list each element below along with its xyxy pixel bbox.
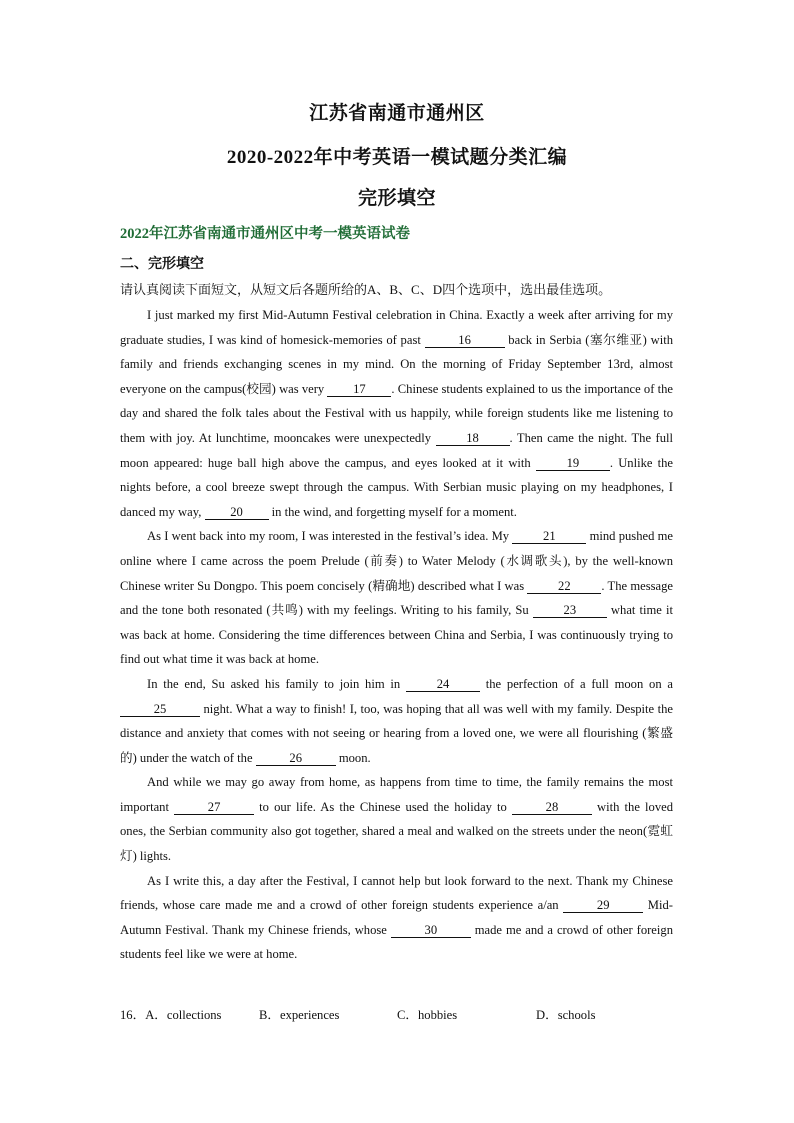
text-run: In the end, Su asked his family to join him in [147, 676, 406, 691]
text-run: to our life. As the Chinese used the holiday to [254, 799, 512, 814]
option-a[interactable]: 16．A．collections [120, 1008, 222, 1022]
text-run: back in Serbia (塞尔维亚) with family and friends exchanging scenes in my mind. On the morning of Friday September 13rd, almost everyone on the campus(校园) was very [120, 332, 673, 396]
part-heading: 二、完形填空 [120, 257, 204, 272]
text-run: moon. [335, 750, 371, 765]
text-run: And while we may go away from home, as happens from time to time, the family remains the most important [120, 775, 673, 814]
option-c[interactable]: C．hobbies [397, 1008, 458, 1022]
text-run: the perfection of a full moon on a [479, 676, 673, 691]
text-run: with the loved ones, the Serbian community also got together, shared a meal and walked on the streets under the neon(霓虹灯) lights. [120, 799, 673, 864]
blank-16: 16 [425, 333, 505, 348]
passage-paragraph-3 [120, 672, 673, 770]
blank-18: 18 [436, 431, 510, 446]
blank-26: 26 [256, 751, 336, 766]
blank-27: 27 [174, 800, 254, 815]
text-run: what time it was back at home. Considering the time differences between China and Serbia, I was continuously trying to find out what time it was back at home. [120, 603, 674, 667]
text-run: . Unlike the nights before, a cool breeze swept through the campus. With Serbian music playing on my headphones, I danced my way, [120, 455, 674, 519]
text-run: As I write this, a day after the Festival, I cannot help but look forward to the next. Thank my Chinese friends, whose care made me and a crowd of other foreign students experience a/an [120, 873, 673, 913]
passage-paragraph-5 [120, 869, 673, 967]
blank-19: 19 [536, 456, 610, 471]
blank-17: 17 [327, 382, 391, 397]
blank-28: 28 [512, 800, 592, 815]
text-run: I just marked my first Mid-Autumn Festival celebration in China. Exactly a week after arriving for my graduate studies, I was kind of homesick-memories of past [120, 308, 673, 347]
option-b[interactable]: B．experiences [259, 1008, 340, 1022]
blank-25: 25 [120, 702, 200, 717]
page-title-topic: 完形填空 [357, 188, 436, 209]
passage-paragraph-2 [120, 524, 673, 672]
text-run: in the wind, and forgetting myself for a moment. [268, 504, 517, 519]
text-run: Mid-Autumn Festival. Thank my Chinese friends, whose [120, 898, 673, 937]
blank-21: 21 [512, 529, 586, 544]
instruction-text: 请认真阅读下面短文，从短文后各题所给的A、B、C、D四个选项中，选出最佳选项。 [120, 282, 612, 297]
text-run: As I went back into my room, I was interested in the festival’s idea. My [147, 529, 513, 544]
passage-paragraph-4 [120, 770, 673, 868]
page-title-region: 江苏省南通市通州区 [309, 103, 485, 124]
option-d[interactable]: D．schools [536, 1008, 596, 1022]
passage-paragraph-1 [120, 303, 673, 524]
text-run: . Then came the night. The full moon appeared: huge ball high above the campus, and eyes looked at it with [120, 430, 673, 470]
question-16-options [120, 1004, 680, 1023]
blank-29: 29 [563, 898, 643, 913]
blank-23: 23 [533, 603, 607, 618]
blank-30: 30 [391, 923, 471, 938]
blank-20: 20 [205, 505, 269, 520]
text-run: night. What a way to finish! I, too, was hoping that all was well with my family. Despite the distance and anxiety that comes with not seeing or hearing from a loved one, we were all flourishing (繁盛的) under the watch of the [120, 701, 673, 765]
text-run: mind pushed me online where I came across the poem Prelude (前奏) to Water Melody (水调歌头), by the well-known Chinese writer Su Dongpo. This poem concisely (精确地) described what I was [120, 529, 673, 593]
text-run: . The message and the tone both resonated (共鸣) with my feelings. Writing to his family, Su [120, 578, 673, 618]
page-title-collection: 2020-2022年中考英语一模试题分类汇编 [226, 147, 568, 168]
cloze-passage [120, 303, 673, 967]
blank-24: 24 [406, 677, 480, 692]
section-heading: 2022年江苏省南通市通州区中考一模英语试卷 [120, 226, 410, 242]
text-run: . Chinese students explained to us the importance of the day and shared the folk tales about the Festival with us happily, while foreign students like me listening to them with joy. At lunchtime, mooncakes were unexpectedly [120, 381, 673, 445]
text-run: made me and a crowd of other foreign students feel like we were at home. [120, 922, 673, 962]
blank-22: 22 [527, 579, 601, 594]
